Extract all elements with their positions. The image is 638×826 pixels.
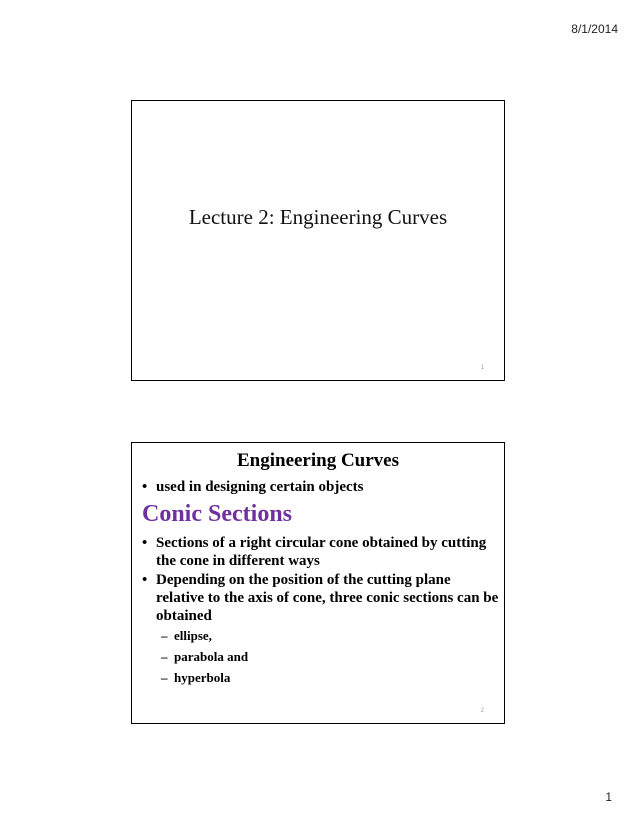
page-number: 1 <box>605 790 612 804</box>
sub-item-ellipse <box>161 628 212 644</box>
slide-2-title: Engineering Curves <box>236 450 400 471</box>
sub-item-text: ellipse, <box>174 628 212 643</box>
sub-item-text: hyperbola <box>174 670 231 685</box>
slide-1-number: 1 <box>480 365 484 371</box>
sub-item-parabola <box>161 649 248 665</box>
dash-glyph: – <box>161 628 168 643</box>
bullet-dot: • <box>142 572 148 588</box>
bullet-dot: • <box>142 535 148 551</box>
sub-item-text: parabola and <box>174 649 249 664</box>
bullet-text: used in designing certain objects <box>156 479 364 495</box>
slide-1 <box>131 100 505 381</box>
bullet-dot: • <box>142 479 148 495</box>
bullet-item <box>142 534 501 570</box>
bullet-text: Sections of a right circular cone obtained by cutting the cone in different ways <box>156 535 487 569</box>
dash-glyph: – <box>161 670 168 685</box>
slide-2 <box>131 442 505 724</box>
dash-glyph: – <box>161 649 168 664</box>
slide-1-title: Lecture 2: Engineering Curves <box>188 205 448 229</box>
bullet-text: Depending on the position of the cutting plane relative to the axis of cone, three conic sections can be obtained <box>156 572 499 624</box>
bullet-item <box>142 571 501 625</box>
sub-item-hyperbola <box>161 670 230 686</box>
section-heading: Conic Sections <box>142 501 292 527</box>
slide-2-number: 2 <box>480 708 484 714</box>
bullet-item <box>142 478 501 496</box>
page-date: 8/1/2014 <box>571 22 618 36</box>
